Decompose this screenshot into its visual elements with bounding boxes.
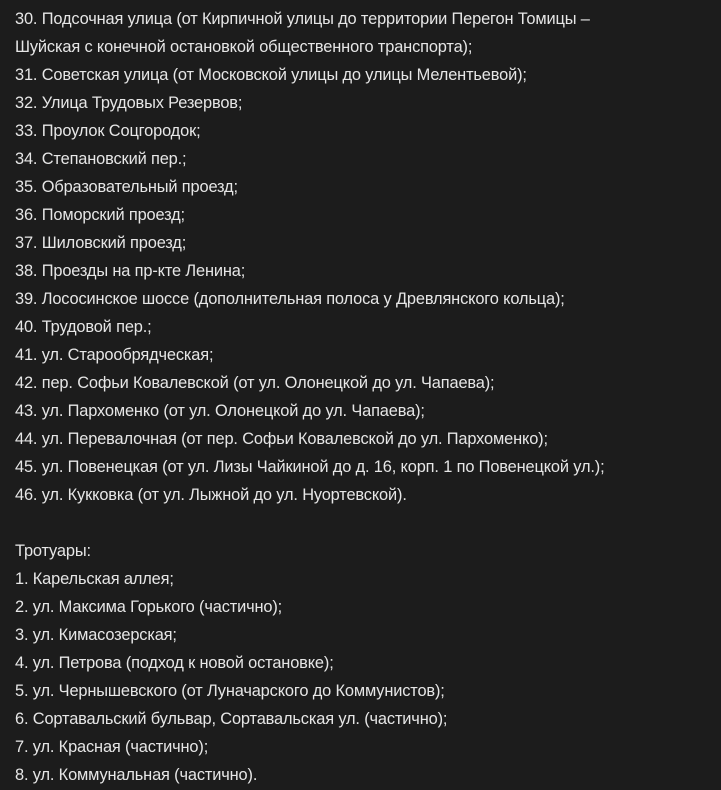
list-item: 5. ул. Чернышевского (от Луначарского до Коммунистов); (15, 682, 445, 700)
list-item: 6. Сортавальский бульвар, Сортавальская ул. (частично); (15, 710, 448, 728)
list-item: 42. пер. Софьи Ковалевской (от ул. Олонецкой до ул. Чапаева); (15, 374, 495, 392)
list-item: 40. Трудовой пер.; (15, 318, 152, 336)
list-item: 45. ул. Повенецкая (от ул. Лизы Чайкиной до д. 16, корп. 1 по Повенецкой ул.); (15, 458, 605, 476)
list-item: 32. Улица Трудовых Резервов; (15, 94, 243, 112)
list-item: 7. ул. Красная (частично); (15, 738, 209, 756)
list-item: 8. ул. Коммунальная (частично). (15, 766, 258, 784)
list-item: 39. Лососинское шоссе (дополнительная полоса у Древлянского кольца); (15, 290, 565, 308)
list-item: 33. Проулок Соцгородок; (15, 122, 201, 140)
section-heading: Тротуары: (15, 542, 91, 560)
list-item: 35. Образовательный проезд; (15, 178, 238, 196)
list-item: 1. Карельская аллея; (15, 570, 174, 588)
sidewalks-section (15, 537, 719, 789)
list-item: 31. Советская улица (от Московской улицы до улицы Мелентьевой); (15, 66, 527, 84)
list-item: 4. ул. Петрова (подход к новой остановке); (15, 654, 334, 672)
list-item: 37. Шиловский проезд; (15, 234, 187, 252)
list-item: 41. ул. Старообрядческая; (15, 346, 214, 364)
list-item: 30. Подсочная улица (от Кирпичной улицы до территории Перегон Томицы – (15, 10, 590, 28)
list-item: 44. ул. Перевалочная (от пер. Софьи Ковалевской до ул. Пархоменко); (15, 430, 548, 448)
roads-list (15, 5, 719, 509)
list-item: Шуйская с конечной остановкой общественного транспорта); (15, 38, 473, 56)
list-item: 38. Проезды на пр-кте Ленина; (15, 262, 246, 280)
paragraph-gap (15, 509, 719, 537)
list-item: 2. ул. Максима Горького (частично); (15, 598, 283, 616)
list-item: 46. ул. Кукковка (от ул. Лыжной до ул. Нуортевской). (15, 486, 407, 504)
list-item: 36. Поморский проезд; (15, 206, 185, 224)
list-item: 43. ул. Пархоменко (от ул. Олонецкой до ул. Чапаева); (15, 402, 425, 420)
list-item: 3. ул. Кимасозерская; (15, 626, 177, 644)
list-item: 34. Степановский пер.; (15, 150, 187, 168)
text-document (15, 5, 719, 789)
